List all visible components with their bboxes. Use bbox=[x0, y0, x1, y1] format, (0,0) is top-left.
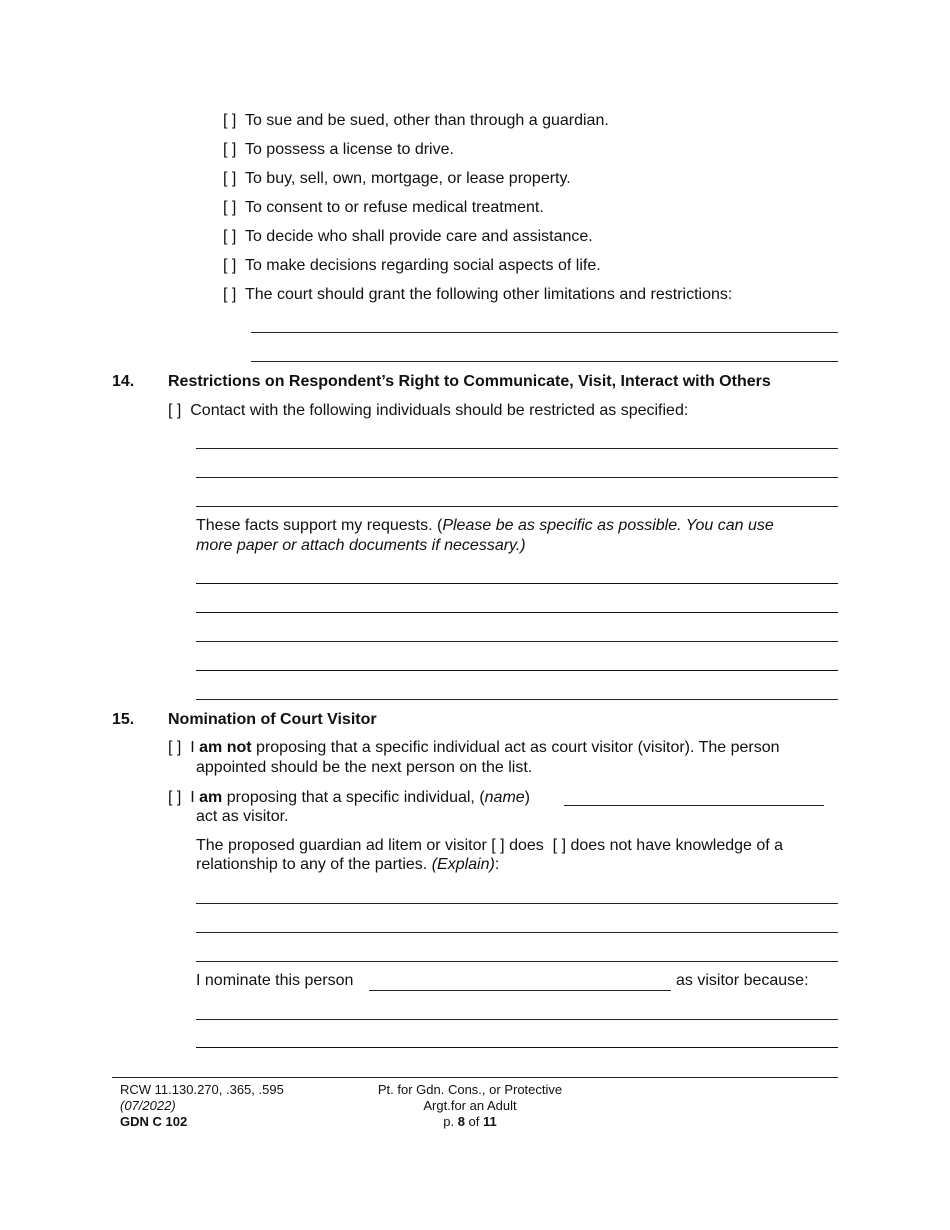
section-title: Restrictions on Respondent’s Right to Communicate, Visit, Interact with Others bbox=[168, 373, 771, 390]
footer-form-id: GDN C 102 bbox=[120, 1114, 188, 1129]
footer-form-title-2: Argt.for an Adult bbox=[423, 1098, 517, 1113]
facts-line[interactable] bbox=[196, 670, 838, 671]
option-text: proposing that a specific individual act as court visitor (visitor). The person bbox=[256, 739, 780, 756]
item-text: To consent to or refuse medical treatment. bbox=[244, 199, 544, 216]
reason-line[interactable] bbox=[196, 1019, 838, 1020]
section-title: Nomination of Court Visitor bbox=[168, 711, 377, 728]
list-item bbox=[223, 112, 609, 130]
footer-date: (07/2022) bbox=[120, 1098, 176, 1113]
footer-left bbox=[120, 1082, 284, 1130]
statement-text: does not have knowledge of a bbox=[570, 837, 784, 854]
checkbox-does[interactable]: [ ] bbox=[491, 837, 505, 854]
checkbox[interactable]: [ ] bbox=[223, 170, 237, 187]
other-limitations-line[interactable] bbox=[251, 361, 838, 362]
page-of: of bbox=[468, 1114, 480, 1129]
statement-text: The proposed guardian ad litem or visitor bbox=[196, 837, 487, 854]
explain-line[interactable] bbox=[196, 932, 838, 933]
checkbox[interactable]: [ ] bbox=[223, 257, 237, 274]
page-current: 8 bbox=[457, 1114, 465, 1129]
checkbox-does-not[interactable]: [ ] bbox=[552, 837, 567, 854]
checkbox[interactable]: [ ] bbox=[168, 789, 182, 806]
knowledge-statement-line2 bbox=[196, 856, 499, 874]
footer-center bbox=[340, 1082, 600, 1130]
facts-italic-line2: more paper or attach documents if necessary.) bbox=[196, 537, 526, 554]
other-limitations-line[interactable] bbox=[251, 332, 838, 333]
statement-text: relationship to any of the parties. bbox=[196, 856, 428, 873]
option-text: ) bbox=[524, 789, 530, 806]
proposing-option bbox=[168, 789, 530, 807]
checkbox[interactable]: [ ] bbox=[223, 199, 237, 216]
facts-line[interactable] bbox=[196, 583, 838, 584]
explain-line[interactable] bbox=[196, 961, 838, 962]
page-total: 11 bbox=[483, 1114, 497, 1129]
contact-line[interactable] bbox=[196, 477, 838, 478]
list-item bbox=[223, 257, 601, 275]
item-text: The court should grant the following other limitations and restrictions: bbox=[244, 286, 733, 303]
checkbox[interactable]: [ ] bbox=[223, 141, 237, 158]
explain-line[interactable] bbox=[196, 903, 838, 904]
section-number: 14. bbox=[112, 373, 135, 390]
statement-text: does bbox=[509, 837, 544, 854]
option-emphasis: am bbox=[199, 789, 223, 806]
knowledge-statement bbox=[196, 837, 783, 855]
name-hint: name bbox=[484, 789, 525, 806]
checkbox[interactable]: [ ] bbox=[168, 402, 182, 419]
contact-line[interactable] bbox=[196, 448, 838, 449]
facts-line[interactable] bbox=[196, 699, 838, 700]
nominate-statement-end: as visitor because: bbox=[676, 972, 809, 989]
footer-rcw: RCW 11.130.270, .365, .595 bbox=[120, 1082, 284, 1097]
item-text: To buy, sell, own, mortgage, or lease property. bbox=[244, 170, 571, 187]
nominate-statement-start: I nominate this person bbox=[196, 972, 354, 989]
footer-page-number bbox=[340, 1114, 600, 1130]
facts-italic: Please be as specific as possible. You can use bbox=[442, 517, 774, 534]
list-item bbox=[223, 286, 732, 304]
facts-line[interactable] bbox=[196, 612, 838, 613]
statement-text: : bbox=[494, 856, 500, 873]
option-text: proposing that a specific individual, ( bbox=[226, 789, 485, 806]
item-text: To possess a license to drive. bbox=[244, 141, 454, 158]
list-item bbox=[223, 170, 571, 188]
item-text: To decide who shall provide care and assistance. bbox=[244, 228, 593, 245]
option-text-line2: act as visitor. bbox=[196, 808, 289, 825]
item-text: To sue and be sued, other than through a guardian. bbox=[244, 112, 609, 129]
visitor-name-field[interactable] bbox=[564, 805, 824, 806]
list-item bbox=[223, 228, 593, 246]
contact-restriction-option bbox=[168, 402, 688, 420]
checkbox[interactable]: [ ] bbox=[168, 739, 182, 756]
option-text: I bbox=[190, 739, 195, 756]
explain-hint: (Explain) bbox=[431, 856, 495, 873]
item-text: To make decisions regarding social aspects of life. bbox=[244, 257, 601, 274]
footer-form-title: Pt. for Gdn. Cons., or Protective bbox=[377, 1082, 563, 1097]
facts-line[interactable] bbox=[196, 641, 838, 642]
option-text: Contact with the following individuals should be restricted as specified: bbox=[190, 402, 689, 419]
list-item bbox=[223, 199, 544, 217]
nominee-name-field[interactable] bbox=[369, 990, 671, 991]
checkbox[interactable]: [ ] bbox=[223, 286, 237, 303]
list-item bbox=[223, 141, 454, 159]
reason-line[interactable] bbox=[196, 1047, 838, 1048]
checkbox[interactable]: [ ] bbox=[223, 228, 237, 245]
page-prefix: p. bbox=[443, 1114, 455, 1129]
not-proposing-option bbox=[168, 739, 780, 757]
footer-rule bbox=[112, 1077, 838, 1078]
facts-instructions bbox=[196, 517, 774, 535]
option-text: I bbox=[190, 789, 195, 806]
option-text-line2: appointed should be the next person on the list. bbox=[196, 759, 533, 776]
section-number: 15. bbox=[112, 711, 135, 728]
option-emphasis: am not bbox=[199, 739, 252, 756]
checkbox[interactable]: [ ] bbox=[223, 112, 237, 129]
facts-lead: These facts support my requests. ( bbox=[196, 517, 443, 534]
contact-line[interactable] bbox=[196, 506, 838, 507]
